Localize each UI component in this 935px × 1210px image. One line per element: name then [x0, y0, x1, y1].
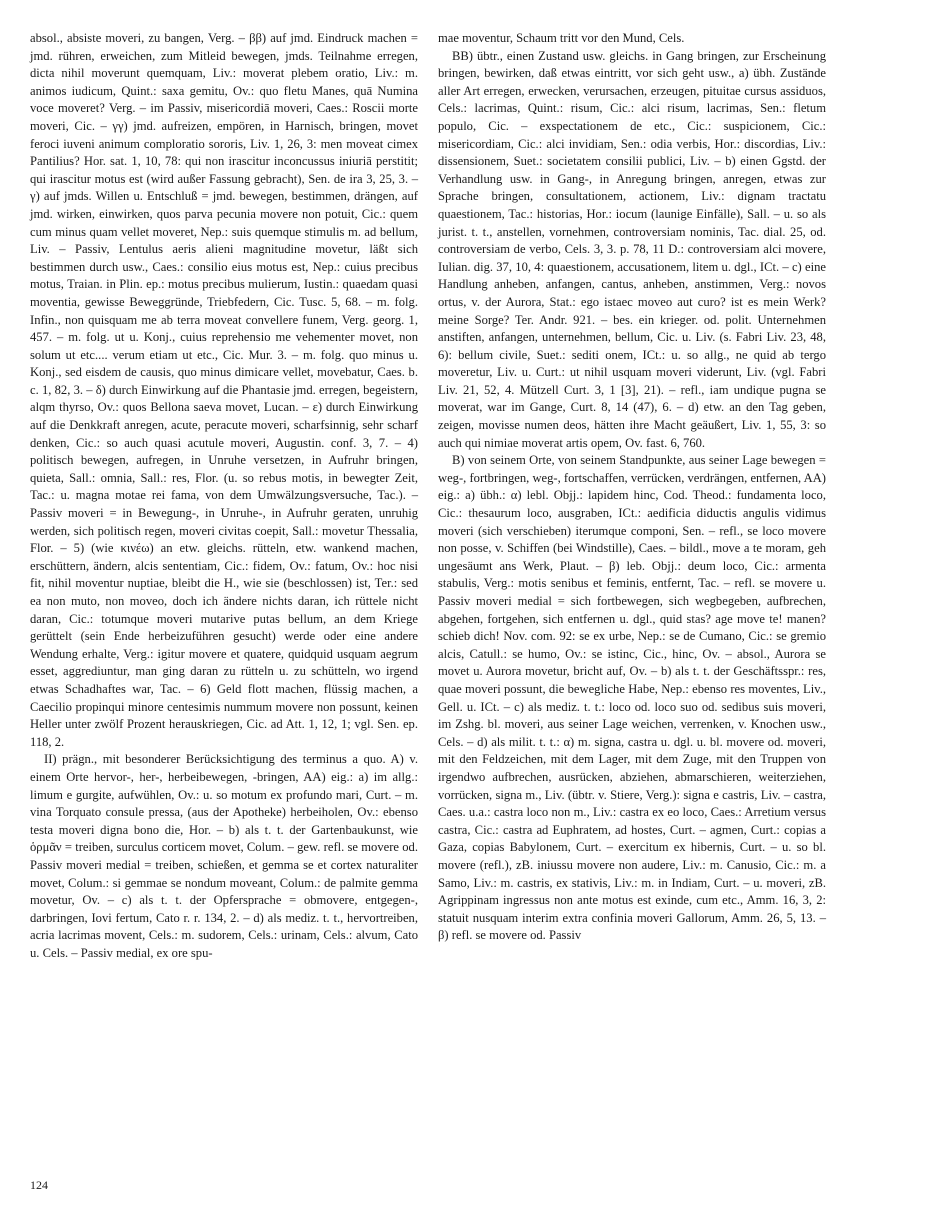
entry-paragraph: B) von seinem Orte, von seinem Standpunkte, aus seiner Lage bewegen = weg-, fortbringen, weg-, fortschaffen, verrücken, verdrängen, entfernen, AA) eig.: a) übh.: α) lebl. Objj.: lapidem hinc, Cod. Theod.: fundamenta loco, Cic.: thesaurum loco, ausgraben, ICt.: aedificia diductis angulis vidimus moveri (sich verschieben) iterumque componi, Sen. – refl., se loco movere non posse, v. Schiffen (bei Windstille), Caes. – bildl., move a te moram, geh ungesäumt ans Werk, Plaut. – β) leb. Objj.: deum loco, Cic.: armenta stabulis, Verg.: motis senibus et feminis, entfernt, Tac. – refl. se movere u. Passiv moveri medial = sich fortbewegen, sich wegbegeben, aufbrechen, abgehen, fortgehen, sich entfernen u. dgl., quid stas? age move te! manen? schieb dich! Nov. com. 92: se ex urbe, Nep.: se de Cumano, Cic.: se gremio alcis, Catull.: se humo, Ov.: se istinc, Cic., hinc, Ov. – absol., Aurora se movet u. Aurora movetur, bricht auf, Ov. – b) als t. t. der Geschäftsspr.: res, quae moveri possunt, die bewegliche Habe, Nep.: ebenso res moventes, Liv., Gell. u. ICt. – c) als mediz. t. t.: loco od. loco suo od. sedibus suis moveri, im Zshg. bl. moveri, aus seiner Lage weichen, verrenken, v. Knochen usw., Cels. – d) als milit. t. t.: α) m. signa, castra u. dgl. u. bl. movere od. moveri, mit den Feldzeichen, mit dem Lager, mit dem Zuge, mit den Truppen von irgendwo aufbrechen, ausrücken, abziehen, abmarschieren, weiterziehen, vorrücken, signa m., Liv. (übtr. v. Stiere, Verg.): signa e castris, Liv. – castra, Caes. u.a.: castra loco non m., Liv.: castra ex eo loco, Caes.: Arretium versus castra, Cic.: castra ad Euphratem, ad hostes, Curt. – agmen, Curt.: copias a Gaza, copias Babylonem, Curt. – exercitum ex hibernis, Curt. – u. so bl. movere (refl.), zB. iniussu movere non audere, Liv.: m. Canusio, Cic.: m. a Samo, Liv.: m. castris, ex stativis, Liv.: m. in Indiam, Curt. – u. moveri, zB. Agrippinam ingressus non ante motus est exinde, cum etc., Amm. 16, 3, 2: statuit nusquam interim extra confinia moveri Gallorum, Amm. 26, 5, 13. – β) refl. se movere od. Passiv: [438, 453, 826, 943]
entry-paragraph: BB) übtr., einen Zustand usw. gleichs. in Gang bringen, zur Erscheinung bringen, bewirken, daß etwas eintritt, vor sich geht usw., a) übh. Zustände aller Art erregen, erwecken, verursachen, erzeugen, pituitae cursus assiduos, Cels.: lacrimas, Quint.: risum, Cic.: alci risum, lacrimas, Sen.: fletum populo, Cic. – exspectationem de etc., Cic.: suspicionem, Cic.: misericordiam, Cic.: alci invidiam, Sen.: odia verbis, Hor.: discordias, Liv.: dissensionem, Suet.: societatem consilii publici, Liv. – b) einen Ggstd. der Verhandlung usw. in Gang-, in Anregung bringen, anregen, etwas zur Sprache bringen, consultationem, actionem, Liv.: dignam tractatu quaestionem, Tac.: historias, Hor.: iocum (launige Einfälle), Sall. – u. so als jurist. t. t., anstellen, vornehmen, controversiam nominis, Tac. dial. 25, od. controversiam de verbo, Cels. 3, 3. p. 78, 11 D.: controversiam alci movere, Iulian. dig. 37, 10, 4: quaestionem, accusationem, litem u. dgl., ICt. – c) eine Handlung anheben, anfangen, cantus, anheben, anstimmen, Verg.: novos ortus, v. der Aurora, Stat.: ego istaec moveo aut curo? ist es mein Werk? meine Sorge? Ter. Andr. 921. – bes. ein krieger. od. polit. Unternehmen anstiften, anfangen, unternehmen, bellum, Cic. u. Liv. (s. Fabri Liv. 23, 48, 6): bellum civile, Suet.: sediti onem, ICt.: u. so allg., ne quid ab tergo moveretur, Liv. u. Curt.: ut nihil usquam moveri viderunt, Liv. (vgl. Fabri Liv. 21, 52, 4. Mützell Curt. 3, 1 [3], 21). – refl., iam undique pugna se moverat, war im Gange, Curt. 8, 14 (47), 6. – d) etw. an den Tag geben, zeigen, movisse numen deos, hätten ihre Macht geäußert, Liv. 1, 55, 3: so auch qui nimiae moverat artis opem, Ov. fast. 6, 760.: [438, 48, 826, 450]
entry-paragraph: II) prägn., mit besonderer Berücksichtigung des terminus a quo. A) v. einem Orte hervor-, her-, herbeibewegen, -bringen, AA) eig.: a) im allg.: limum e gurgite, aufwühlen, Ov.: u. so motum ex profundo mari, Curt. – m. vina Torquato consule pressa, (aus der Apotheke) herbeiholen, Ov.: ebenso testa moveri digna bono die, Hor. – b) als t. t. der Gartenbaukunst, wie ὁρμᾶν = treiben, surculus corticem movet, Colum. – gew. refl. se movere od. Passiv moveri medial = treiben, schießen, et gemma se et cortex naturaliter movet, Colum.: si gemmae se nondum moveant, Colum.: de palmite gemma movetur, Ov. – c) als t. t. der Opfersprache = obmovere, entgegen-, darbringen, Iovi fertum, Cato r. r. 134, 2. – d) als mediz. t. t., hervortreiben, acria lacrimas movent, Cels.: m. sudorem, Cels.: urinam, Cels.: alvum, Cato u. Cels. – Passiv medial, ex ore spu-: [30, 752, 418, 960]
entry-paragraph: mae moventur, Schaum tritt vor den Mund, Cels.: [438, 31, 685, 45]
entry-paragraph: absol., absiste moveri, zu bangen, Verg. – ββ) auf jmd. Eindruck machen = jmd. rühren, erweichen, zum Mitleid bewegen, jmds. Teilnahme erregen, dicta nihil moverunt quemquam, Liv.: moverat plebem oratio, Liv.: m. animos iudicum, Quint.: saxa gemitu, Ov.: quo fletu Manes, quā Numina voce moveret? Verg. – im Passiv, misericordiā moveri, Caes.: Roscii morte moveri, Cic. – γγ) jmd. aufreizen, empören, in Harnisch, bringen, movet feroci iuveni animum comploratio sororis, Liv. 1, 26, 3: men moveat cimex Pantilius? Hor. sat. 1, 10, 78: qui non irascitur inconcussus iniuriā perstitit; qui irascitur motus est (wird außer Fassung gebracht), Sen. de ira 3, 25, 3. – γ) auf jmds. Willen u. Entschluß = jmd. bewegen, bestimmen, drängen, auf jmd. wirken, einwirken, quos parva pecunia movere non potuit, Cic.: quem cum minus quam vellet moveret, Nep.: suis quemque stimulis m. ad bellum, Liv. – Passiv, Lentulus aeris alieni magnitudine movetur, läßt sich bestimmen durch usw., Caes.: consilio eius motus est, Nep.: cuius precibus motus, Traian. in Plin. ep.: motus precibus mulierum, Iustin.: quaedam quasi moventia, gewisse Beweggründe, Triebfedern, Cic. Tusc. 5, 68. – m. folg. Infin., non quisquam me ab terra moveat convellere funem, Verg. georg. 1, 457. – m. folg. ut u. Konj., cuius reprehensio me vehementer movet, non solum ut etc.... verum etiam ut etc., Cic. Mur. 3. – m. folg. quo minus u. Konj., sed eisdem de causis, quo minus dimicare vellet, movebatur, Caes. b. c. 1, 82, 3. – δ) durch Einwirkung auf die Phantasie jmd. erregen, begeistern, alqm thyrso, Ov.: quos Bellona saeva movet, Lucan. – ε) durch Einwirkung auf die Denkkraft anregen, acute, peracute moveri, scharfsinnig, sehr scharf denken, Cic.: so auch quasi acutule moveri, Augustin. conf. 3, 7. – 4) politisch bewegen, aufregen, in Unruhe versetzen, in Aufruhr bringen, quieta, Sall.: omnia, Sall.: res, Flor. (u. so rebus motis, in bewegter Zeit, Tac.: u. magna motae rei fama, von dem Umwälzungsversuche, Tac.). – Passiv moveri = in Bewegung-, in Unruhe-, in Aufruhr geraten, unruhig werden, sich politisch regen, moveri civitas coepit, Sall.: movetur Thessalia, Flor. – 5) (wie κινέω) an etw. gleichs. rütteln, etw. wankend machen, erschüttern, ändern, alcis sententiam, Cic.: fidem, Ov.: fatum, Ov.: hoc nisi fit, nihil moventur nuptiae, bleibt die H., wie sie (beschlossen) ist, Ter.: sed ea non muto, non moveo, doch ich ändere nichts daran, ich rüttele nicht daran, Cic.: totumque moveri mutarive putas bellum, an dem Kriege gerüttelt (sein Ende herbeizuführen gesucht) werde oder eine andere Wendung erhalte, Verg.: igitur movere et quatere, quidquid usquam aegrum esset, aggrediuntur, man ging daran zu rütteln u. zu schütteln, wo irgend etwas Schadhaftes war, Tac. – 6) Geld flott machen, flüssig machen, a Caecilio propinqui minore centesimis nummum movere non possunt, keinen Heller unter zwölf Prozent herauskriegen, Cic. ad Att. 1, 12, 1; vgl. Sen. ep. 118, 2.: [30, 31, 418, 749]
page-number: 124: [30, 1178, 48, 1192]
left-column: [30, 30, 418, 962]
right-column: [438, 30, 826, 945]
